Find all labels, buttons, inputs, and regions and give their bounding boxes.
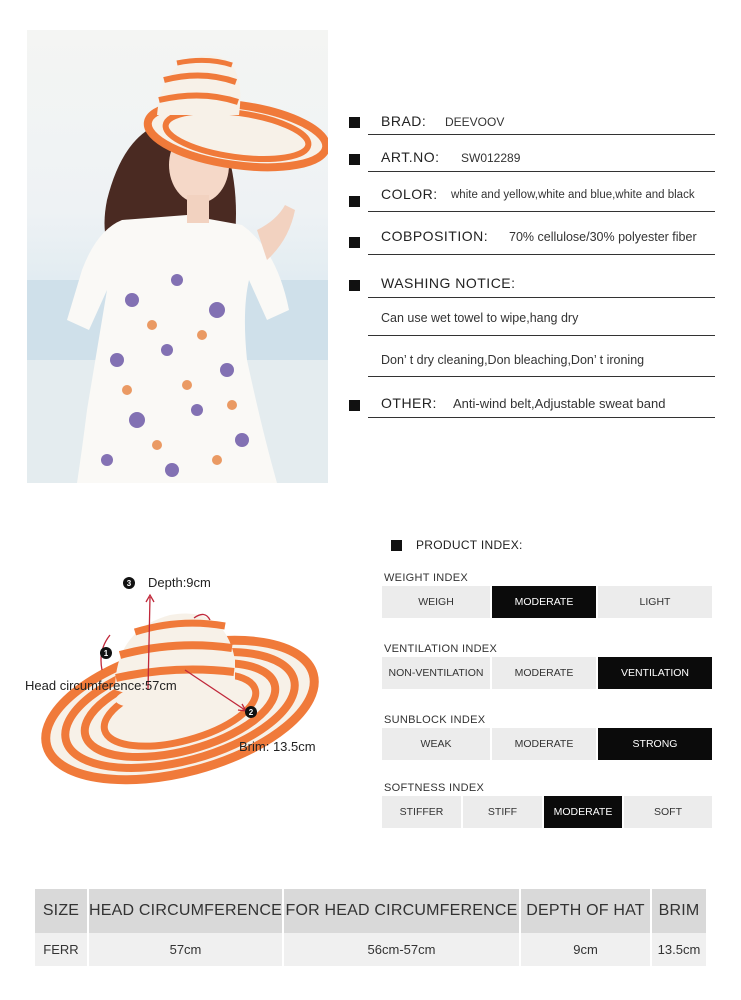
spec-color xyxy=(349,186,715,212)
brim-label: Brim: 13.5cm xyxy=(239,739,316,754)
divider xyxy=(368,134,715,135)
table-header-size: SIZE xyxy=(35,889,87,933)
softness-option: STIFF xyxy=(463,796,542,828)
spec-other-value: Anti-wind belt,Adjustable sweat band xyxy=(453,396,666,411)
marker-2: 2 xyxy=(245,706,257,718)
bullet-icon xyxy=(349,237,360,248)
ventilation-option-selected: VENTILATION xyxy=(598,657,712,689)
depth-label: Depth:9cm xyxy=(148,575,211,590)
product-photo xyxy=(27,30,328,483)
marker-1: 1 xyxy=(100,647,112,659)
spec-color-value: white and yellow,white and blue,white and black xyxy=(451,189,695,201)
bullet-icon xyxy=(391,540,402,551)
ventilation-option: MODERATE xyxy=(492,657,596,689)
bullet-icon xyxy=(349,280,360,291)
divider xyxy=(368,417,715,418)
table-cell-head-circumference: 57cm xyxy=(89,933,282,966)
divider xyxy=(368,297,715,298)
table-header-brim: BRIM xyxy=(652,889,706,933)
spec-composition-value: 70% cellulose/30% polyester fiber xyxy=(509,230,697,244)
product-index-title: PRODUCT INDEX: xyxy=(416,538,523,552)
hat-size-diagram xyxy=(20,560,350,800)
softness-option: SOFT xyxy=(624,796,712,828)
bullet-icon xyxy=(349,400,360,411)
marker-3: 3 xyxy=(123,577,135,589)
bullet-icon xyxy=(349,117,360,128)
divider xyxy=(368,254,715,255)
ventilation-option: NON-VENTILATION xyxy=(382,657,490,689)
head-circumference-label: Head circumference:57cm xyxy=(25,678,177,693)
sunblock-option: MODERATE xyxy=(492,728,596,760)
sunblock-option-selected: STRONG xyxy=(598,728,712,760)
table-header-for-head-circumference: FOR HEAD CIRCUMFERENCE xyxy=(284,889,519,933)
spec-art-value: SW012289 xyxy=(461,151,521,165)
sunblock-index-label: SUNBLOCK INDEX xyxy=(384,714,486,726)
spec-brand xyxy=(349,113,715,137)
divider xyxy=(368,171,715,172)
softness-option-selected: MODERATE xyxy=(544,796,622,828)
divider xyxy=(368,376,715,377)
sunblock-option: WEAK xyxy=(382,728,490,760)
bullet-icon xyxy=(349,154,360,165)
bullet-icon xyxy=(349,196,360,207)
divider xyxy=(368,211,715,212)
weight-index-label: WEIGHT INDEX xyxy=(384,572,469,584)
spec-composition xyxy=(349,227,715,255)
spec-composition-label: COBPOSITION: xyxy=(381,228,489,244)
softness-index-label: SOFTNESS INDEX xyxy=(384,782,485,794)
table-cell-brim: 13.5cm xyxy=(652,933,706,966)
spec-art-no xyxy=(349,149,715,173)
softness-option: STIFFER xyxy=(382,796,461,828)
spec-brand-value: DEEVOOV xyxy=(445,115,505,129)
weight-option: WEIGH xyxy=(382,586,490,618)
table-cell-size: FERR xyxy=(35,933,87,966)
spec-color-label: COLOR: xyxy=(381,186,438,202)
spec-art-label: ART.NO: xyxy=(381,149,440,165)
weight-option-selected: MODERATE xyxy=(492,586,596,618)
table-header-head-circumference: HEAD CIRCUMFERENCE xyxy=(89,889,282,933)
table-header-depth: DEPTH OF HAT xyxy=(521,889,650,933)
weight-option: LIGHT xyxy=(598,586,712,618)
spec-washing-label: WASHING NOTICE: xyxy=(381,275,516,291)
ventilation-index-label: VENTILATION INDEX xyxy=(384,643,498,655)
table-cell-depth: 9cm xyxy=(521,933,650,966)
spec-washing-note-2: Don’ t dry cleaning,Don bleaching,Don’ t ironing xyxy=(381,353,645,367)
table-cell-for-head-circumference: 56cm-57cm xyxy=(284,933,519,966)
spec-washing-note-1: Can use wet towel to wipe,hang dry xyxy=(381,311,579,325)
spec-washing xyxy=(349,274,715,404)
spec-other-label: OTHER: xyxy=(381,395,437,411)
divider xyxy=(368,335,715,336)
spec-brand-label: BRAD: xyxy=(381,113,427,129)
spec-other xyxy=(349,394,715,420)
